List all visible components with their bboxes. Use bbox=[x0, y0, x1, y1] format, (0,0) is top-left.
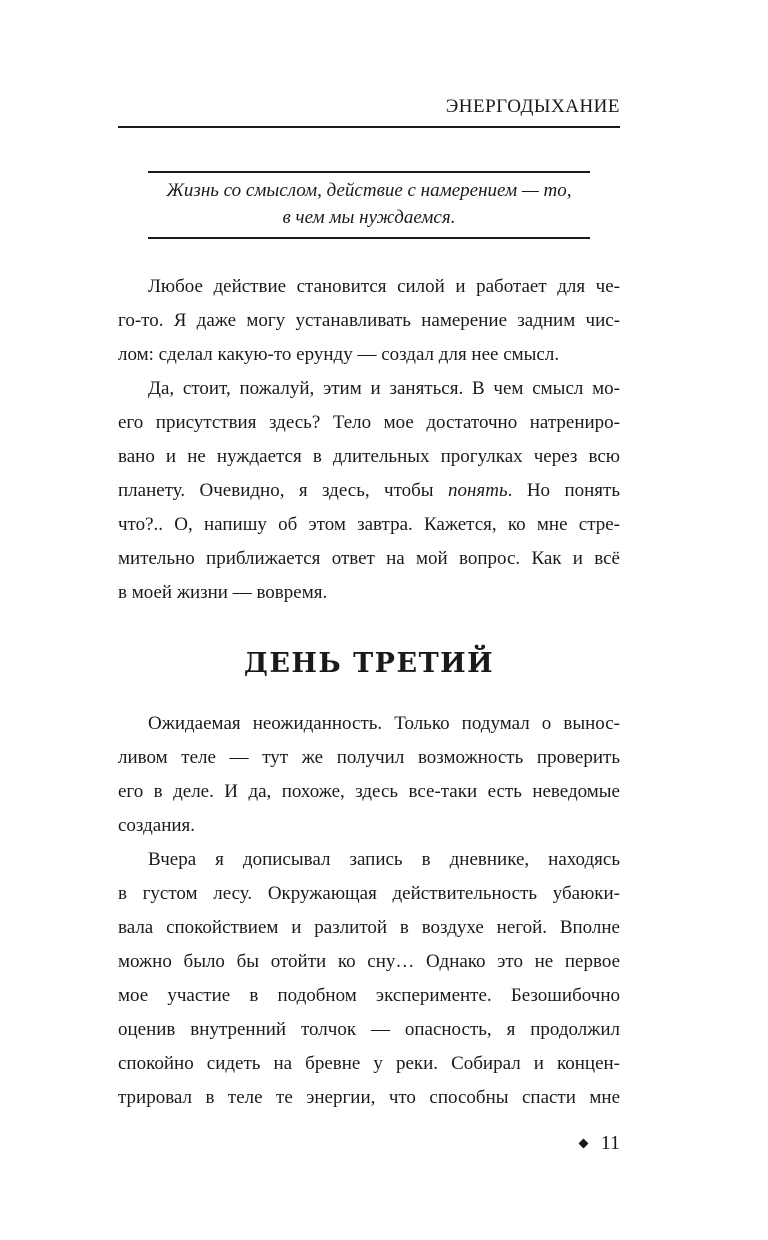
epigraph-line: Жизнь со смыслом, действие с намерением — то, bbox=[166, 180, 572, 201]
text-line: Любое действие становится силой и работает для че- bbox=[148, 276, 620, 297]
text-line: в густом лесу. Окружающая действительность убаюки- bbox=[118, 883, 620, 904]
text-line: создания. bbox=[118, 815, 196, 836]
text-line: оценив внутренний толчок — опасность, я продолжил bbox=[118, 1019, 620, 1040]
text-line: его присутствия здесь? Тело мое достаточно натрениро- bbox=[118, 412, 620, 433]
text-fragment: . Но понять bbox=[507, 480, 620, 501]
text-line: мительно приближается ответ на мой вопрос. Как и всё bbox=[118, 548, 620, 569]
text-line: вано и не нуждается в длительных прогулках через всю bbox=[118, 446, 620, 467]
diamond-icon bbox=[578, 1139, 588, 1149]
text-line: в моей жизни — вовремя. bbox=[118, 582, 328, 603]
text-fragment: планету. Очевидно, я здесь, чтобы bbox=[118, 480, 448, 501]
page-number: 11 bbox=[600, 1132, 620, 1154]
text-line: Да, стоит, пожалуй, этим и заняться. В чем смысл мо- bbox=[148, 378, 620, 399]
text-line: лом: сделал какую-то ерунду — создал для нее смысл. bbox=[118, 344, 560, 365]
running-header: ЭНЕРГОДЫХАНИЕ bbox=[445, 96, 620, 117]
text-line: мое участие в подобном эксперименте. Безошибочно bbox=[118, 985, 620, 1006]
text-line: его в деле. И да, похоже, здесь все-таки есть неведомые bbox=[118, 781, 620, 802]
text-line: Вчера я дописывал запись в дневнике, находясь bbox=[148, 849, 620, 870]
text-line: можно было бы отойти ко сну… Однако это не первое bbox=[118, 951, 620, 972]
italic-word: понять bbox=[448, 480, 508, 501]
chapter-title: ДЕНЬ ТРЕТИЙ bbox=[243, 648, 495, 679]
paragraph bbox=[118, 707, 620, 843]
section-one-text bbox=[118, 270, 620, 610]
paragraph bbox=[118, 372, 620, 610]
paragraph bbox=[118, 843, 620, 1115]
text-line: ливом теле — тут же получил возможность проверить bbox=[118, 747, 620, 768]
text-line: спокойно сидеть на бревне у реки. Собирал и концен- bbox=[118, 1053, 620, 1074]
text-line: вала спокойствием и разлитой в воздухе негой. Вполне bbox=[118, 917, 620, 938]
epigraph-line: в чем мы нуждаемся. bbox=[282, 207, 456, 228]
page-footer bbox=[580, 1132, 620, 1155]
text-line: трировал в теле те энергии, что способны спасти мне bbox=[118, 1087, 620, 1108]
epigraph bbox=[148, 171, 590, 239]
text-line: что?.. О, напишу об этом завтра. Кажется, ко мне стре- bbox=[118, 514, 620, 535]
text-line: Ожидаемая неожиданность. Только подумал о вынос- bbox=[148, 713, 620, 734]
text-line: го-то. Я даже могу устанавливать намерение задним чис- bbox=[118, 310, 620, 331]
section-two-text bbox=[118, 707, 620, 1115]
text-line bbox=[118, 474, 620, 508]
header-rule bbox=[118, 126, 620, 128]
paragraph bbox=[118, 270, 620, 372]
